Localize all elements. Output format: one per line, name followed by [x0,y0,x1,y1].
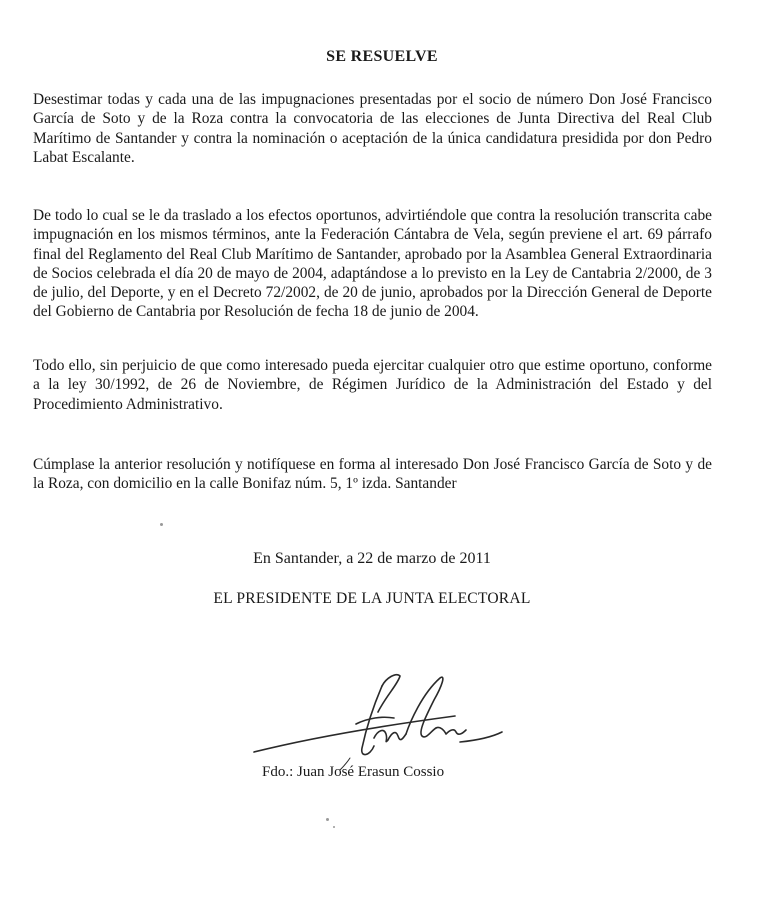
paragraph-notification: Cúmplase la anterior resolución y notifíquese en forma al interesado Don José Francisco García de Soto y de la Roza, con domicilio en la calle Bonifaz núm. 5, 1º izda. Santander [33,456,712,493]
signatory-title: EL PRESIDENTE DE LA JUNTA ELECTORAL [213,590,531,607]
handwritten-signature [250,660,510,770]
scan-speck [333,826,335,828]
scan-speck [160,523,163,526]
scan-speck [326,818,329,821]
paragraph-appeal-notice: De todo lo cual se le da traslado a los efectos oportunos, advirtiéndole que contra la resolución transcrita cabe impugnación en los mismos términos, ante la Federación Cántabra de Vela, según previene el art. 69 párrafo final del Reglamento del Real Club Marítimo de Santander, aprobado por la Asamblea General Extraordinaria de Socios celebrada el día 20 de mayo de 2004, adaptándose a lo previsto en la Ley de Cantabria 2/2000, de 3 de julio, del Deporte, y en el Decreto 72/2002, de 20 de junio, aprobados por la Dirección General de Deporte del Gobierno de Cantabria por Resolución de fecha 18 de junio de 2004. [33,207,712,321]
signed-by: Fdo.: Juan José Erasun Cossio [262,764,445,780]
paragraph-other-remedies: Todo ello, sin perjuicio de que como interesado pueda ejercitar cualquier otro que estime oportuno, conforme a la ley 30/1992, de 26 de Noviembre, de Régimen Jurídico de la Administración del Estado y del Procedimiento Administrativo. [33,357,712,413]
paragraph-dismissal: Desestimar todas y cada una de las impugnaciones presentadas por el socio de número Don José Francisco García de Soto y de la Roza contra la convocatoria de las elecciones de Junta Directiva del Real Club Marítimo de Santander y contra la nominación o aceptación de la única candidatura presidida por don Pedro Labat Escalante. [33,91,712,166]
resolution-heading: SE RESUELVE [326,48,438,65]
place-date: En Santander, a 22 de marzo de 2011 [253,550,491,567]
